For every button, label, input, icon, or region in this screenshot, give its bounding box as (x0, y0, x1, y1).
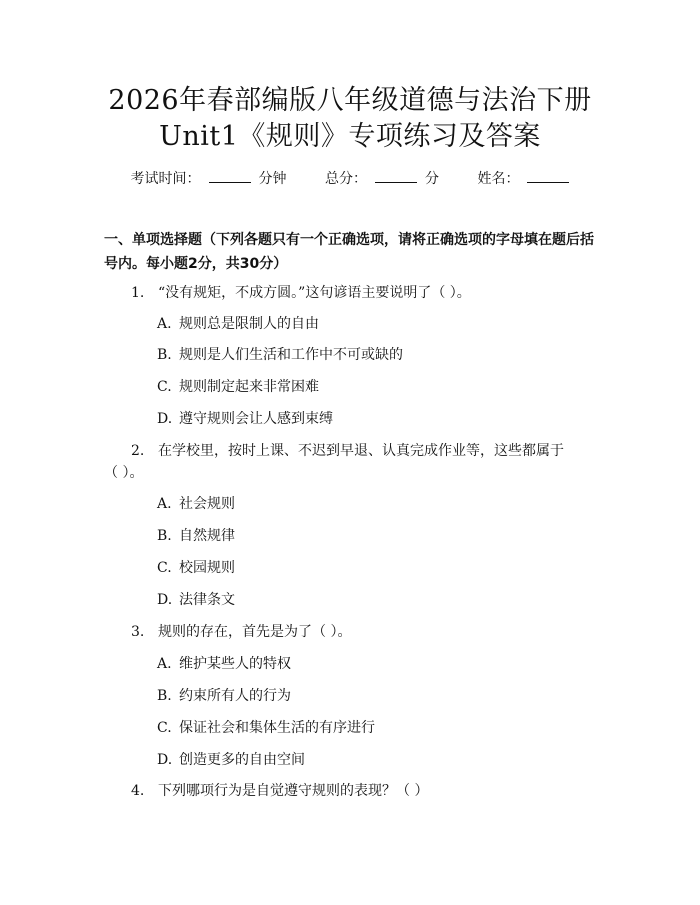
option-letter: B. (157, 688, 172, 704)
option-letter: D. (157, 752, 173, 768)
option-text: 规则是人们生活和工作中不可或缺的 (179, 347, 403, 363)
option-letter: A. (157, 656, 172, 672)
option-3a (157, 653, 291, 675)
option-letter: C. (157, 720, 172, 736)
option-text: 法律条文 (179, 592, 235, 608)
option-letter: C. (157, 560, 172, 576)
option-text: 约束所有人的行为 (179, 688, 291, 704)
exam-time-unit: 分钟 (258, 171, 287, 187)
student-name-label: 姓名： (477, 171, 520, 187)
option-3d (157, 749, 305, 771)
option-3b (157, 685, 291, 707)
question-3 (131, 621, 591, 643)
document-title-line2: Unit1《规则》专项练习及答案 (159, 121, 541, 152)
option-text: 保证社会和集体生活的有序进行 (179, 720, 375, 736)
question-text-line1: 在学校里，按时上课、不迟到早退、认真完成作业等，这些都属于 (158, 443, 564, 459)
option-text: 社会规则 (179, 496, 235, 512)
total-score-field (321, 171, 447, 187)
option-3c (157, 717, 375, 739)
exam-time-field (127, 171, 295, 187)
option-letter: B. (157, 347, 172, 363)
option-text: 自然规律 (179, 528, 235, 544)
option-letter: A. (157, 496, 172, 512)
question-text: 规则的存在，首先是为了（ ）。 (158, 624, 352, 640)
option-letter: C. (157, 379, 172, 395)
option-2c (157, 557, 235, 579)
question-number: 1. (131, 285, 145, 301)
question-text: 下列哪项行为是自觉遵守规则的表现？（ ） (158, 783, 429, 799)
student-name-blank (527, 168, 569, 183)
student-name-field (473, 171, 573, 187)
question-number: 3. (131, 624, 145, 640)
option-text: 遵守规则会让人感到束缚 (179, 411, 333, 427)
option-letter: B. (157, 528, 172, 544)
option-text: 规则制定起来非常困难 (179, 379, 319, 395)
question-number: 2. (131, 443, 145, 459)
option-text: 校园规则 (179, 560, 235, 576)
option-letter: D. (157, 592, 173, 608)
question-2-continuation: （ ）。 (104, 465, 144, 481)
question-number: 4. (131, 783, 145, 799)
option-text: 规则总是限制人的自由 (179, 316, 319, 332)
total-score-label: 总分： (325, 171, 367, 187)
question-2 (131, 440, 591, 462)
option-1d (157, 408, 333, 430)
option-2b (157, 525, 235, 547)
document-title-line1: 2026年春部编版八年级道德与法治下册 (108, 85, 592, 116)
section-heading: 一、单项选择题（下列各题只有一个正确选项，请将正确选项的字母填在题后括号内。每小题2分，共30分） (104, 232, 594, 272)
total-score-unit: 分 (425, 171, 439, 187)
option-text: 创造更多的自由空间 (179, 752, 305, 768)
question-4 (131, 780, 591, 802)
option-letter: A. (157, 316, 172, 332)
option-1a (157, 313, 319, 335)
option-2d (157, 589, 235, 611)
option-2a (157, 493, 235, 515)
option-letter: D. (157, 411, 173, 427)
exam-time-label: 考试时间： (130, 171, 201, 187)
question-1 (131, 282, 591, 304)
option-1b (157, 344, 403, 366)
option-1c (157, 376, 319, 398)
question-text: “没有规矩，不成方圆。”这句谚语主要说明了（ ）。 (158, 285, 471, 301)
exam-time-blank (209, 168, 251, 183)
total-score-blank (375, 168, 417, 183)
option-text: 维护某些人的特权 (179, 656, 291, 672)
exam-meta-line (0, 168, 700, 189)
